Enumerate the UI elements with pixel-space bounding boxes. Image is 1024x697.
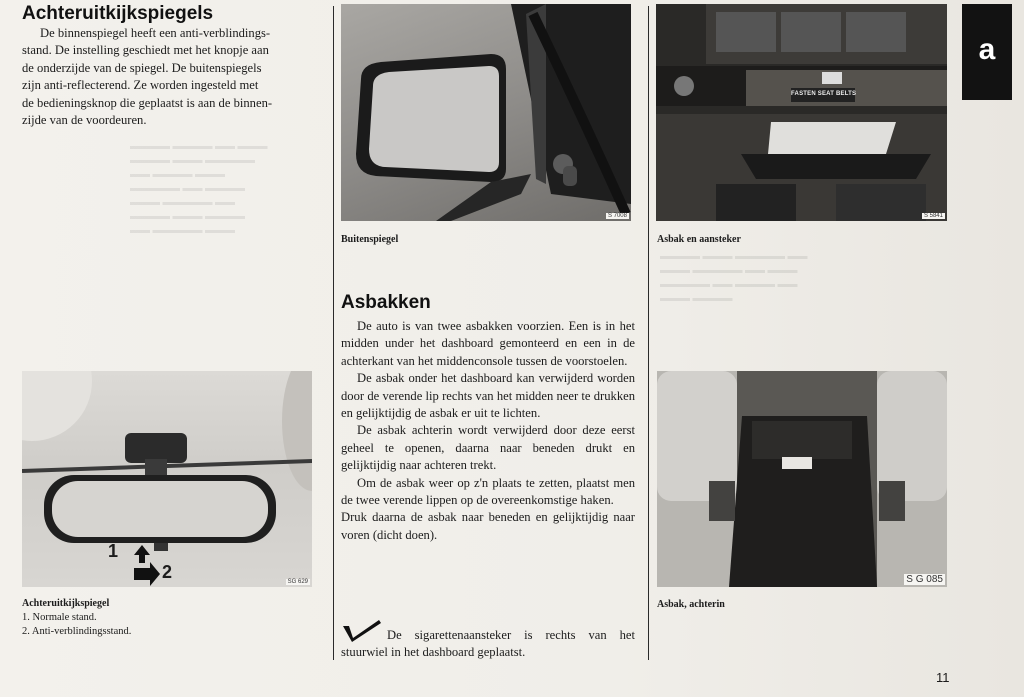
section-tab: a xyxy=(962,4,1012,100)
paragraph: De asbak achterin wordt verwijderd door deze eerst geheel te openen, daarna naar beneden drukt en gelijktijdig naar achteren trekt. xyxy=(341,423,635,473)
text-line: zijde van de voordeuren. xyxy=(22,113,147,128)
ashtrays-text xyxy=(341,318,635,544)
photo-code: S G 085 xyxy=(906,574,943,585)
text-line: De binnenspiegel heeft een anti-verblindings- xyxy=(40,26,271,40)
note-text: De sigarettenaansteker is rechts van het stuurwiel in het dashboard geplaatst. xyxy=(341,628,635,660)
column-divider-1 xyxy=(333,6,334,660)
paragraph: De asbak onder het dashboard kan verwijderd worden door de verende lip rechts van het midden neer te drukken en gelijktijdig de asbak er uit te lichten. xyxy=(341,371,635,421)
photo-code: S 5841 xyxy=(923,213,943,219)
caption-item: 2. Anti-verblindingsstand. xyxy=(22,626,132,637)
text-line: stand. De instelling geschiedt met het knopje aan xyxy=(22,43,269,58)
inside-mirror-caption: Achteruitkijkspiegel xyxy=(22,598,110,609)
text-line: zijn anti-reflecterend. Ze worden ingesteld met xyxy=(22,78,259,93)
outer-mirror-caption: Buitenspiegel xyxy=(341,234,399,245)
bleed-through-right: ▬▬▬▬ ▬▬▬ ▬▬▬▬▬ ▬▬ ▬▬▬ ▬▬▬▬▬ ▬▬ ▬▬▬ ▬▬▬▬▬ ▬▬ ▬▬▬▬ ▬▬ ▬▬▬ ▬▬▬▬ xyxy=(660,251,808,304)
caption-item: 1. Normale stand. xyxy=(22,612,97,623)
inside-mirror-caption-list xyxy=(22,611,131,639)
paragraph: De auto is van twee asbakken voorzien. Een is in het midden under het dashboard gemonteerd en een in de achterkant van het middenconsole tussen de voorstoelen. xyxy=(341,319,635,368)
paragraph: Druk daarna de asbak naar beneden en gelijktijdig naar voren (dicht doen). xyxy=(341,510,635,542)
seat-belt-label: FASTEN SEAT BELTS xyxy=(791,91,857,97)
text-line: de bedieningsknop die geplaatst is aan de binnen- xyxy=(22,95,273,110)
column-divider-2 xyxy=(648,6,649,660)
rear-ashtray-caption: Asbak, achterin xyxy=(657,599,725,610)
mirrors-text xyxy=(22,25,318,129)
section-title-mirrors: Achteruitkijkspiegels xyxy=(22,3,214,24)
photo-code: S 7008 xyxy=(607,213,627,219)
dashboard-photo xyxy=(656,4,947,221)
arrow-label-2: 2 xyxy=(162,562,173,582)
page-number: 11 xyxy=(936,670,950,685)
inside-mirror-illustration xyxy=(22,371,312,587)
dashboard-caption: Asbak en aansteker xyxy=(657,234,741,245)
arrow-label-1: 1 xyxy=(108,541,119,561)
inside-mirror-photo xyxy=(22,371,312,587)
photo-code: SG 629 xyxy=(287,579,308,585)
rear-ashtray-photo xyxy=(657,371,947,587)
bleed-through: ▬▬▬▬ ▬▬▬▬ ▬▬ ▬▬▬ ▬▬▬▬ ▬▬▬ ▬▬▬▬▬ ▬▬ ▬▬▬▬ ▬▬▬ ▬▬▬▬▬ ▬▬ ▬▬▬▬ ▬▬▬ ▬▬▬▬▬ ▬▬ ▬▬▬▬ ▬▬▬ ▬▬▬▬ ▬▬ ▬▬▬▬▬ ▬▬▬ xyxy=(130,141,268,236)
outer-mirror-illustration xyxy=(341,4,631,221)
paragraph: Om de asbak weer op z'n plaats te zetten, plaatst men de twee verende lippen op de overeenkomstige haken. xyxy=(341,475,635,508)
outer-mirror-photo xyxy=(341,4,631,221)
dashboard-illustration xyxy=(656,4,947,221)
text-line: de onderzijde van de spiegel. De buitenspiegels xyxy=(22,60,262,75)
lighter-note xyxy=(341,627,635,662)
section-title-ashtrays: Asbakken xyxy=(341,292,431,313)
rear-ashtray-illustration xyxy=(657,371,947,587)
